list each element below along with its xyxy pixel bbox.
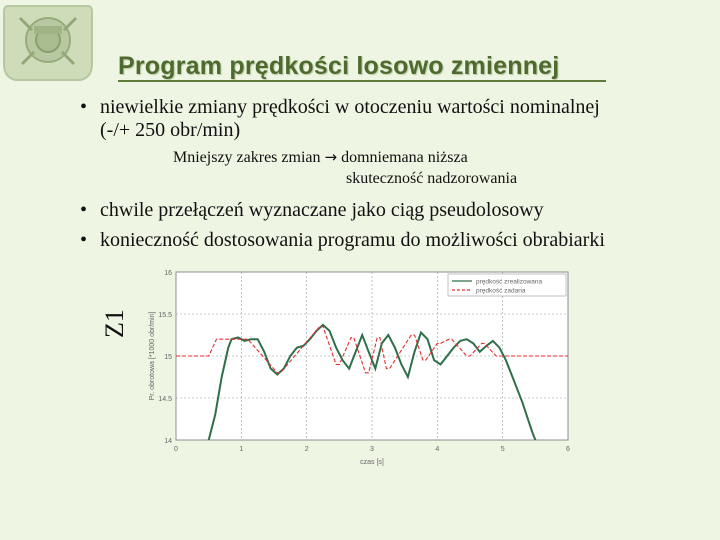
bullet-text: chwile przełączeń wyznaczane jako ciąg pseudolosowy [100,199,544,221]
slide-title: Program prędkości losowo zmiennej [118,52,560,80]
x-tick-label: 0 [174,446,178,453]
x-tick-label: 3 [370,446,374,453]
x-tick-label: 4 [435,446,440,453]
note-text: domniemana niższa [341,149,468,166]
chart-side-label: Z1 [100,309,129,338]
x-tick-label: 6 [566,446,570,453]
bullet-dot: • [80,96,88,118]
x-tick-label: 1 [239,446,244,453]
legend-label: prędkość zrealizowana [476,278,543,286]
bullet-dot: • [80,199,88,221]
x-tick-label: 2 [304,446,309,453]
legend-label: prędkość zadana [476,287,526,295]
x-tick-label: 5 [500,446,505,453]
y-tick-label: 14 [164,438,172,445]
bullet-text: niewielkie zmiany prędkości w otoczeniu wartości nominalnej [100,96,600,118]
bullet-dot: • [80,229,88,251]
y-tick-label: 15.5 [158,312,172,319]
note-line-2: skuteczność nadzorowania [346,170,518,187]
speed-chart [100,262,590,466]
y-tick-label: 16 [164,270,172,277]
y-axis-label: Pr. obrotowa [*1000 obr/min] [149,311,156,401]
note-line [173,148,468,167]
right-arrow-icon: → [324,148,338,166]
note-text: Mniejszy zakres zmian [173,149,321,166]
bullet-text-continuation: (-/+ 250 obr/min) [100,119,241,141]
x-axis-label: czas [s] [360,459,384,466]
bullet-text: konieczność dostosowania programu do możliwości obrabiarki [100,229,605,251]
title-underline [118,80,606,82]
y-tick-label: 14.5 [158,396,172,403]
university-emblem-logo [0,0,96,82]
y-tick-label: 15 [164,354,172,361]
